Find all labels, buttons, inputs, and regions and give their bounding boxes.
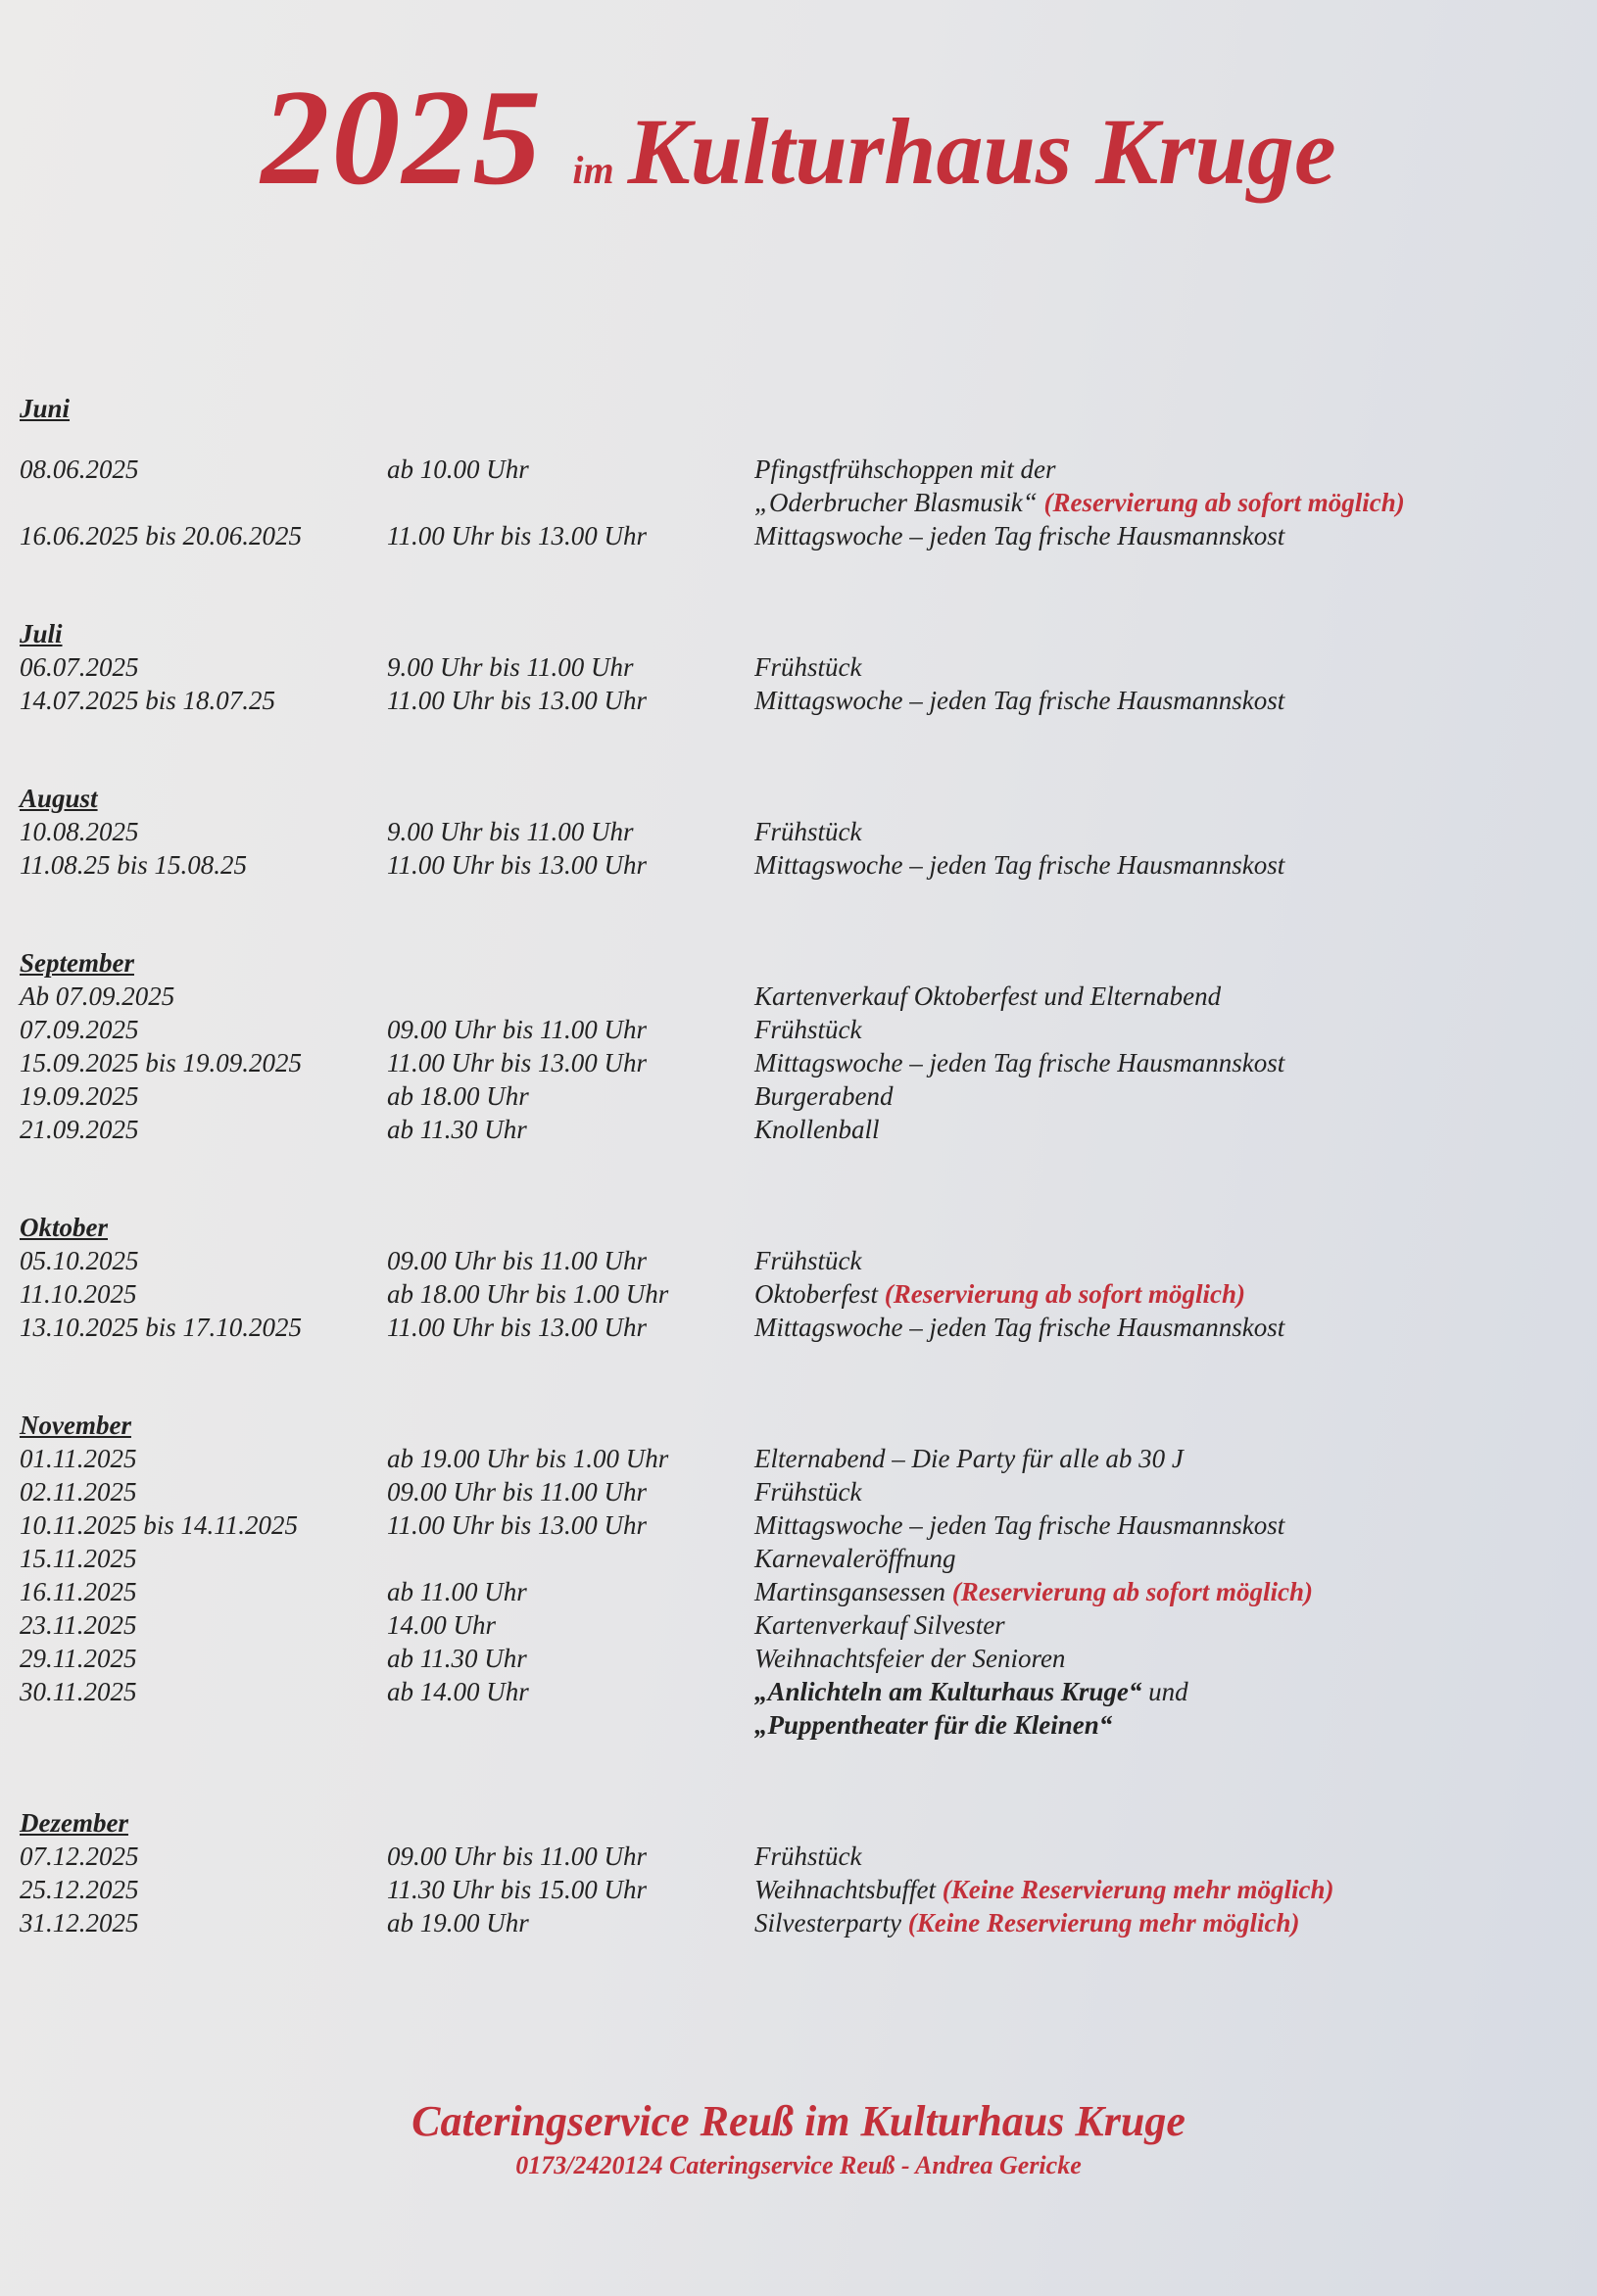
- month-section: [20, 392, 1577, 552]
- page-title: [0, 59, 1597, 216]
- event-time: 09.00 Uhr bis 11.00 Uhr: [387, 1246, 648, 1275]
- event-description: [754, 1642, 1577, 1675]
- event-title: Mittagswoche – jeden Tag frische Hausmannskost: [754, 521, 1285, 550]
- reservation-note: (Keine Reservierung mehr möglich): [942, 1875, 1334, 1904]
- event-title: Frühstück: [754, 1015, 862, 1044]
- event-date: 31.12.2025: [20, 1908, 139, 1937]
- event-time: 14.00 Uhr: [387, 1610, 497, 1640]
- event-row: [20, 1575, 1577, 1608]
- event-date: 10.11.2025 bis 14.11.2025: [20, 1510, 299, 1540]
- event-title: Knollenball: [754, 1115, 880, 1144]
- event-row: [20, 1277, 1577, 1311]
- event-row: [20, 1442, 1577, 1475]
- event-title: Mittagswoche – jeden Tag frische Hausmannskost: [754, 1510, 1285, 1540]
- event-title: Oktoberfest: [754, 1279, 885, 1309]
- title-connector: im: [572, 148, 614, 192]
- event-time: 11.00 Uhr bis 13.00 Uhr: [387, 850, 648, 880]
- event-title: Weihnachtsfeier der Senioren: [754, 1644, 1066, 1673]
- event-row: [20, 1675, 1577, 1708]
- event-description: [754, 1575, 1577, 1608]
- month-heading: Juni: [20, 394, 71, 423]
- event-row: [20, 1113, 1577, 1146]
- event-row: [20, 1046, 1577, 1079]
- event-time: 11.30 Uhr bis 15.00 Uhr: [387, 1875, 648, 1904]
- event-date: 16.11.2025: [20, 1577, 137, 1606]
- event-title: Mittagswoche – jeden Tag frische Hausmannskost: [754, 1048, 1285, 1077]
- event-date: 11.10.2025: [20, 1279, 137, 1309]
- event-time: ab 19.00 Uhr: [387, 1908, 529, 1937]
- reservation-note: (Reservierung ab sofort möglich): [1043, 488, 1405, 517]
- reservation-note: (Reservierung ab sofort möglich): [884, 1279, 1245, 1309]
- month-heading: November: [20, 1411, 131, 1440]
- event-title: Silvesterparty: [754, 1908, 908, 1937]
- event-time: [387, 486, 754, 519]
- event-description: [754, 815, 1577, 848]
- event-time: ab 11.30 Uhr: [387, 1115, 527, 1144]
- event-date: [20, 1708, 387, 1742]
- event-description: [754, 1675, 1577, 1708]
- reservation-note: (Reservierung ab sofort möglich): [951, 1577, 1313, 1606]
- month-section: [20, 1409, 1577, 1742]
- event-description: [754, 519, 1577, 552]
- event-description: [754, 1442, 1577, 1475]
- footer: [0, 2094, 1597, 2182]
- event-time: ab 18.00 Uhr: [387, 1081, 529, 1111]
- event-date: 29.11.2025: [20, 1644, 137, 1673]
- event-description: [754, 1046, 1577, 1079]
- event-title: Frühstück: [754, 1246, 862, 1275]
- event-date: 10.08.2025: [20, 817, 139, 846]
- event-title: Burgerabend: [754, 1081, 894, 1111]
- event-description: [754, 453, 1577, 486]
- event-title: Frühstück: [754, 817, 862, 846]
- event-row: [20, 486, 1577, 519]
- event-title: Mittagswoche – jeden Tag frische Hausmannskost: [754, 1313, 1285, 1342]
- event-row: [20, 519, 1577, 552]
- event-row: [20, 1542, 1577, 1575]
- event-description: [754, 1708, 1577, 1742]
- event-row: [20, 1873, 1577, 1906]
- event-title: Mittagswoche – jeden Tag frische Hausmannskost: [754, 686, 1285, 715]
- event-date: 16.06.2025 bis 20.06.2025: [20, 521, 303, 550]
- event-time: ab 14.00 Uhr: [387, 1677, 529, 1706]
- event-date: 15.09.2025 bis 19.09.2025: [20, 1048, 303, 1077]
- event-row: [20, 650, 1577, 684]
- event-row: [20, 1013, 1577, 1046]
- month-section: [20, 617, 1577, 717]
- event-time: 9.00 Uhr bis 11.00 Uhr: [387, 652, 634, 682]
- event-description: [754, 980, 1577, 1013]
- event-date: 21.09.2025: [20, 1115, 139, 1144]
- event-description: [754, 1113, 1577, 1146]
- event-time: 11.00 Uhr bis 13.00 Uhr: [387, 686, 648, 715]
- event-date: 02.11.2025: [20, 1477, 137, 1507]
- month-heading: September: [20, 948, 134, 978]
- event-row: [20, 1708, 1577, 1742]
- event-row: [20, 1311, 1577, 1344]
- event-description: [754, 684, 1577, 717]
- event-time: 11.00 Uhr bis 13.00 Uhr: [387, 1048, 648, 1077]
- event-date: 07.12.2025: [20, 1842, 139, 1871]
- event-title: „Oderbrucher Blasmusik“: [754, 488, 1044, 517]
- event-schedule: [20, 392, 1577, 2004]
- event-row: [20, 684, 1577, 717]
- event-time: ab 10.00 Uhr: [387, 454, 529, 484]
- event-time: 11.00 Uhr bis 13.00 Uhr: [387, 521, 648, 550]
- event-date: 30.11.2025: [20, 1677, 137, 1706]
- event-date: 11.08.25 bis 15.08.25: [20, 850, 248, 880]
- footer-company: Cateringservice Reuß im Kulturhaus Kruge: [411, 2097, 1186, 2145]
- event-row: [20, 815, 1577, 848]
- event-description: [754, 650, 1577, 684]
- event-date: 13.10.2025 bis 17.10.2025: [20, 1313, 303, 1342]
- event-title: Kartenverkauf Silvester: [754, 1610, 1005, 1640]
- event-description: [754, 1244, 1577, 1277]
- event-description: [754, 1277, 1577, 1311]
- event-time: ab 11.30 Uhr: [387, 1644, 527, 1673]
- event-description: [754, 1542, 1577, 1575]
- event-time: 09.00 Uhr bis 11.00 Uhr: [387, 1477, 648, 1507]
- event-time: ab 19.00 Uhr bis 1.00 Uhr: [387, 1444, 669, 1473]
- event-description: [754, 1013, 1577, 1046]
- month-heading: August: [20, 784, 98, 813]
- title-year: 2025: [261, 62, 544, 214]
- event-date: 23.11.2025: [20, 1610, 137, 1640]
- event-date: 07.09.2025: [20, 1015, 139, 1044]
- event-time: ab 18.00 Uhr bis 1.00 Uhr: [387, 1279, 669, 1309]
- event-time: [387, 1708, 754, 1742]
- event-highlight: „Puppentheater für die Kleinen“: [754, 1710, 1113, 1740]
- event-row: [20, 1508, 1577, 1542]
- event-time: 09.00 Uhr bis 11.00 Uhr: [387, 1842, 648, 1871]
- event-title: Elternabend – Die Party für alle ab 30 J: [754, 1444, 1184, 1473]
- title-venue: Kulturhaus Kruge: [627, 99, 1336, 204]
- event-time: [387, 1542, 754, 1575]
- event-row: [20, 1840, 1577, 1873]
- event-row: [20, 1906, 1577, 1939]
- event-row: [20, 1475, 1577, 1508]
- event-date: 25.12.2025: [20, 1875, 139, 1904]
- month-section: [20, 782, 1577, 882]
- event-time: 11.00 Uhr bis 13.00 Uhr: [387, 1510, 648, 1540]
- event-row: [20, 1079, 1577, 1113]
- footer-contact: 0173/2420124 Cateringservice Reuß - Andrea Gericke: [515, 2151, 1082, 2179]
- event-date: 14.07.2025 bis 18.07.25: [20, 686, 276, 715]
- event-description: [754, 1873, 1577, 1906]
- event-description: [754, 1311, 1577, 1344]
- month-section: [20, 1211, 1577, 1344]
- event-row: [20, 1244, 1577, 1277]
- event-row: [20, 1608, 1577, 1642]
- event-row: [20, 1642, 1577, 1675]
- event-description: [754, 848, 1577, 882]
- event-description: [754, 1508, 1577, 1542]
- event-title: Pfingstfrühschoppen mit der: [754, 454, 1056, 484]
- event-title: Frühstück: [754, 1477, 862, 1507]
- event-date: 05.10.2025: [20, 1246, 139, 1275]
- event-title: Frühstück: [754, 652, 862, 682]
- event-title: Karnevaleröffnung: [754, 1544, 956, 1573]
- month-section: [20, 1806, 1577, 1939]
- event-title: und: [1141, 1677, 1188, 1706]
- event-time: ab 11.00 Uhr: [387, 1577, 527, 1606]
- event-description: [754, 1906, 1577, 1939]
- event-row: [20, 453, 1577, 486]
- event-title: Kartenverkauf Oktoberfest und Elternabend: [754, 981, 1222, 1011]
- month-heading: Oktober: [20, 1213, 108, 1242]
- event-highlight: „Anlichteln am Kulturhaus Kruge“: [754, 1677, 1142, 1706]
- event-description: [754, 486, 1577, 519]
- event-description: [754, 1608, 1577, 1642]
- event-time: 11.00 Uhr bis 13.00 Uhr: [387, 1313, 648, 1342]
- event-date: 19.09.2025: [20, 1081, 139, 1111]
- event-title: Martinsgansessen: [754, 1577, 952, 1606]
- event-time: 9.00 Uhr bis 11.00 Uhr: [387, 817, 634, 846]
- event-date: 08.06.2025: [20, 454, 139, 484]
- event-date: [20, 486, 387, 519]
- event-row: [20, 848, 1577, 882]
- event-date: 01.11.2025: [20, 1444, 137, 1473]
- month-heading: Juli: [20, 619, 63, 648]
- event-time: [387, 980, 754, 1013]
- month-heading: Dezember: [20, 1808, 128, 1838]
- event-title: Mittagswoche – jeden Tag frische Hausmannskost: [754, 850, 1285, 880]
- event-description: [754, 1475, 1577, 1508]
- month-section: [20, 946, 1577, 1146]
- event-date: 06.07.2025: [20, 652, 139, 682]
- event-description: [754, 1079, 1577, 1113]
- reservation-note: (Keine Reservierung mehr möglich): [907, 1908, 1300, 1937]
- event-date: Ab 07.09.2025: [20, 981, 175, 1011]
- event-title: Weihnachtsbuffet: [754, 1875, 943, 1904]
- event-time: 09.00 Uhr bis 11.00 Uhr: [387, 1015, 648, 1044]
- event-description: [754, 1840, 1577, 1873]
- event-date: 15.11.2025: [20, 1544, 137, 1573]
- event-row: [20, 980, 1577, 1013]
- event-title: Frühstück: [754, 1842, 862, 1871]
